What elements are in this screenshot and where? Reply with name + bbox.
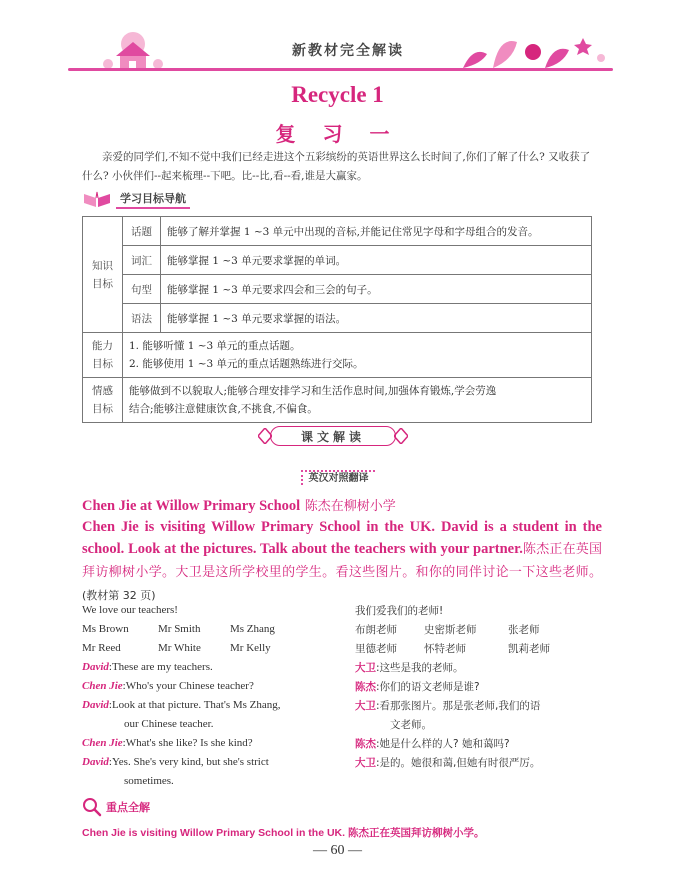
topic-text: 能够了解并掌握 1 ~3 单元中出现的音标,并能记住常见字母和字母组合的发音。 — [161, 217, 592, 246]
intro-paragraph: 亲爱的同学们,不知不觉中我们已经走进这个五彩缤纷的英语世界这么长时间了,你们了解了什么? 又收获了什么? 小伙伴们--起来梳理--下吧。比--比,看--看,谁是大赢家。 — [82, 151, 591, 182]
cell-text: 目标 — [92, 358, 113, 370]
teacher-name: 里德老师 — [355, 643, 397, 655]
lesson-title-zh: 陈杰在柳树小学 — [304, 499, 396, 514]
table-row — [83, 304, 592, 333]
dialogue-line — [390, 717, 432, 732]
table-row — [83, 275, 592, 304]
dialogue-text: :What's she like? Is she kind? — [122, 737, 253, 749]
flower-icon — [453, 28, 613, 70]
page-number: — 60 — — [313, 843, 362, 858]
dialogue-text: :Yes. She's very kind, but she's strict — [108, 756, 269, 768]
teacher-name: 布朗老师 — [355, 624, 397, 636]
knowledge-label — [83, 217, 123, 333]
dialogue-text: :这些是我的老师。 — [376, 662, 464, 674]
teacher-name: Mr Reed — [82, 642, 121, 654]
teacher-name: Ms Brown — [82, 623, 129, 635]
dialogue-text: sometimes. — [124, 775, 174, 787]
cell-text: 能力 — [92, 340, 113, 352]
cell-text: 知识 — [92, 259, 113, 272]
teacher-name: Ms Zhang — [230, 623, 275, 635]
magnifier-icon — [82, 797, 102, 817]
topic-cell: 话题 — [123, 217, 161, 246]
dialogue-line — [82, 756, 269, 768]
cell-text: 能够做到不以貌取人;能够合理安排学习和生活作息时间,加强体育锻炼,学会劳逸 — [129, 385, 497, 397]
dialogue-text: :Look at that picture. That's Ms Zhang, — [108, 699, 281, 711]
topic-cell: 词汇 — [123, 246, 161, 275]
dialogue-line — [82, 661, 213, 673]
dialogue-text: :看那张图片。那是张老师,我们的语 — [376, 700, 541, 712]
dialogue-text: 文老师。 — [390, 719, 432, 731]
teacher-name: Mr White — [158, 642, 201, 654]
dialogue-line — [82, 737, 253, 749]
dialogue-line — [355, 660, 464, 675]
speaker-name: David — [82, 699, 109, 711]
topic-text: 能够掌握 1 ~3 单元要求掌握的语法。 — [161, 304, 592, 333]
teacher-name: 史密斯老师 — [424, 624, 477, 636]
header-title: 新教材完全解读 — [292, 43, 404, 59]
dialogue-line — [355, 736, 510, 751]
translation-heading-label: 英汉对照翻译 — [301, 470, 375, 485]
dialogue-line — [355, 698, 540, 713]
teacher-name: Mr Kelly — [230, 642, 271, 654]
topic-cell: 句型 — [123, 275, 161, 304]
teacher-name: 怀特老师 — [424, 643, 466, 655]
cell-text: 2. 能够使用 1 ~3 单元的重点话题熟练进行交际。 — [129, 358, 364, 370]
lesson-title-en: Chen Jie at Willow Primary School — [82, 498, 301, 514]
topic-text: 能够掌握 1 ~3 单元要求四会和三会的句子。 — [161, 275, 592, 304]
dialogue-text: :Who's your Chinese teacher? — [122, 680, 254, 692]
cell-text: 1. 能够听懂 1 ~3 单元的重点话题。 — [129, 340, 301, 352]
table-row — [83, 378, 592, 423]
cell-text: 目标 — [92, 277, 113, 290]
dialogue-text: our Chinese teacher. — [124, 718, 214, 730]
house-icon — [98, 30, 168, 70]
speaker-name: Chen Jie — [82, 737, 123, 749]
page-subtitle: 复 习 一 — [275, 122, 400, 146]
speaker-name: David — [82, 661, 109, 673]
lesson-title — [82, 495, 602, 515]
cell-text: 结合;能够注意健康饮食,不挑食,不偏食。 — [129, 403, 318, 415]
dialogue-line — [355, 755, 540, 770]
dialogue-line — [82, 680, 254, 692]
emotion-text — [123, 378, 592, 423]
dialogue-text: :是的。她很和蔼,但她有时很严厉。 — [376, 757, 541, 769]
cell-text: 目标 — [92, 403, 113, 415]
page-title: Recycle 1 — [291, 82, 384, 107]
speaker-name: 大卫 — [355, 757, 376, 769]
goals-heading — [82, 190, 190, 208]
goals-heading-label: 学习目标导航 — [116, 190, 190, 209]
key-point-sentence: Chen Jie is visiting Willow Primary School in the UK. 陈杰正在英国拜访柳树小学。 — [82, 827, 485, 839]
teacher-name: 张老师 — [508, 624, 540, 636]
table-row — [83, 246, 592, 275]
speaker-name: 大卫 — [355, 662, 376, 674]
teacher-name: 凯莉老师 — [508, 643, 550, 655]
dialogue-love-zh: 我们爱我们的老师! — [355, 605, 444, 617]
dialogue-line — [355, 679, 480, 694]
banner-label: 课文解读 — [300, 430, 365, 444]
dialogue-text: :她是什么样的人? 她和蔼吗? — [376, 738, 510, 750]
section-banner — [258, 424, 408, 448]
page-header — [68, 28, 613, 76]
key-points-label: 重点全解 — [106, 801, 150, 814]
dialogue-line — [82, 699, 281, 711]
dialogue-line — [124, 775, 174, 787]
lesson-paragraph — [82, 516, 602, 607]
lesson-paragraph-zh: 陈杰正在英国拜访柳树小学。大卫是这所学校里的学生。看这些图片。和你的同伴讨论一下这些老师。 — [82, 542, 602, 580]
speaker-name: David — [82, 756, 109, 768]
speaker-name: 陈杰 — [355, 738, 376, 750]
dialogue-line — [124, 718, 214, 730]
topic-cell: 语法 — [123, 304, 161, 333]
emotion-label — [83, 378, 123, 423]
speaker-name: 陈杰 — [355, 681, 376, 693]
cell-text: 情感 — [92, 385, 113, 397]
table-row — [83, 333, 592, 378]
table-row — [83, 217, 592, 246]
header-rule — [68, 68, 613, 71]
page-reference: (教材第 32 页) — [82, 589, 156, 602]
dialogue-love-en: We love our teachers! — [82, 604, 178, 616]
dialogue-text: :你们的语文老师是谁? — [376, 681, 480, 693]
dialogue-text: :These are my teachers. — [108, 661, 213, 673]
goals-table — [82, 216, 592, 423]
ability-label — [83, 333, 123, 378]
topic-text: 能够掌握 1 ~3 单元要求掌握的单词。 — [161, 246, 592, 275]
ability-text — [123, 333, 592, 378]
speaker-name: 大卫 — [355, 700, 376, 712]
speaker-name: Chen Jie — [82, 680, 123, 692]
key-points-heading — [82, 797, 150, 817]
translation-heading — [0, 466, 675, 485]
teacher-name: Mr Smith — [158, 623, 201, 635]
book-icon — [82, 190, 112, 208]
lesson-paragraph-en: Chen Jie is visiting Willow Primary School in the UK. David is a student in the school. Look at the pictures. Talk about the teachers with your partner. — [82, 519, 602, 557]
